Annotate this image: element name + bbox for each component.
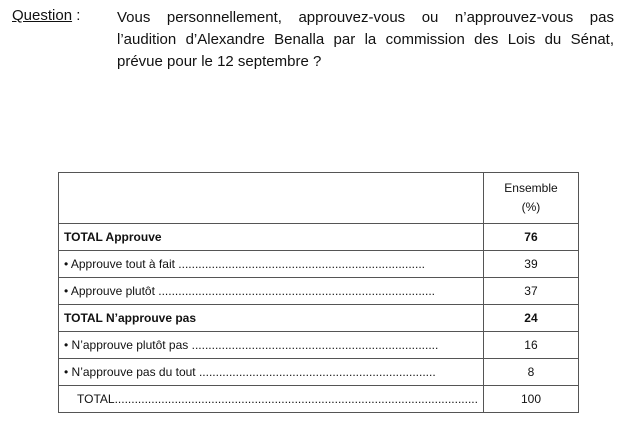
row-value-approuve-tout-a-fait: 39 — [483, 251, 578, 278]
question-label: Question — [12, 7, 73, 24]
row-label-approuve-tout-a-fait: • Approuve tout à fait .......................................................................... — [59, 251, 484, 278]
column-header-unit: (%) — [521, 200, 541, 214]
question-label-group — [12, 7, 80, 24]
row-label-total-approuve: TOTAL Approuve — [59, 224, 484, 251]
table-row — [59, 359, 579, 386]
results-table — [58, 172, 579, 413]
column-header-ensemble — [483, 173, 578, 224]
table-row — [59, 224, 579, 251]
row-value-total-napprouve-pas: 24 — [483, 305, 578, 332]
row-label-napprouve-pas-du-tout: • N’approuve pas du tout ....................................................................... — [59, 359, 484, 386]
table-row — [59, 278, 579, 305]
row-value-napprouve-plutot-pas: 16 — [483, 332, 578, 359]
row-value-total: 100 — [483, 386, 578, 413]
row-label-total-napprouve-pas: TOTAL N’approuve pas — [59, 305, 484, 332]
question-colon: : — [76, 7, 81, 24]
row-value-total-approuve: 76 — [483, 224, 578, 251]
column-header-title: Ensemble — [504, 181, 558, 195]
question-text: Vous personnellement, approuvez-vous ou n’approuvez-vous pas l’audition d’Alexandre Benalla par la commission des Lois du Sénat, prévue pour le 12 septembre ? — [117, 9, 614, 70]
row-label-approuve-plutot: • Approuve plutôt ................................................................................... — [59, 278, 484, 305]
table-row — [59, 386, 579, 413]
row-label-total: TOTAL............................................................................................................. — [59, 386, 484, 413]
header-empty-cell — [59, 173, 484, 224]
row-value-napprouve-pas-du-tout: 8 — [483, 359, 578, 386]
table-row — [59, 251, 579, 278]
table-row — [59, 305, 579, 332]
table-header-row — [59, 173, 579, 224]
row-value-approuve-plutot: 37 — [483, 278, 578, 305]
row-label-napprouve-plutot-pas: • N’approuve plutôt pas .......................................................................... — [59, 332, 484, 359]
table-row — [59, 332, 579, 359]
